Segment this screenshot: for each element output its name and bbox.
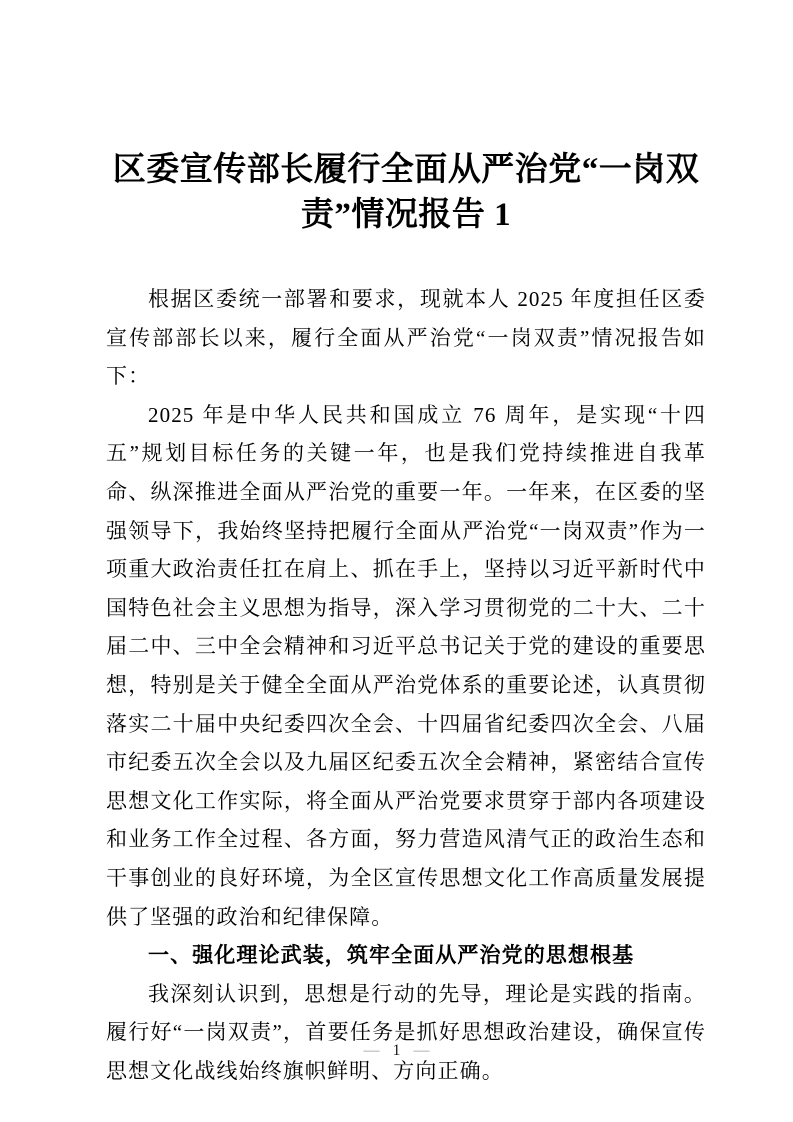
- page-number: 1: [392, 1042, 401, 1059]
- paragraph-intro: 根据区委统一部署和要求，现就本人 2025 年度担任区委宣传部部长以来，履行全面从严治党“一岗双责”情况报告如下：: [106, 287, 706, 389]
- paragraph-section-1-body: 我深刻认识到，思想是行动的先导，理论是实践的指南。履行好“一岗双责”，首要任务是抓好思想政治建设，确保宣传思想文化战线始终旗帜鲜明、方向正确。: [106, 981, 706, 1083]
- document-title: 区委宣传部长履行全面从严治党“一岗双责”情况报告 1: [112, 152, 700, 233]
- page-footer: [0, 1042, 793, 1060]
- footer-dash-right: —: [413, 1042, 430, 1059]
- paragraph-overview: 2025 年是中华人民共和国成立 76 周年，是实现“十四五”规划目标任务的关键一年，也是我们党持续推进自我革命、纵深推进全面从严治党的重要一年。一年来，在区委的坚强领导下，我始终坚持把履行全面从严治党“一岗双责”作为一项重大政治责任扛在肩上、抓在手上，坚持以习近平新时代中国特色社会主义思想为指导，深入学习贯彻党的二十大、二十届二中、三中全会精神和习近平总书记关于党的建设的重要思想，特别是关于健全全面从严治党体系的重要论述，认真贯彻落实二十届中央纪委四次全会、十四届省纪委四次全会、八届市纪委五次全会以及九届区纪委五次全会精神，紧密结合宣传思想文化工作实际，将全面从严治党要求贯穿于部内各项建设和业务工作全过程、各方面，努力营造风清气正的政治生态和干事创业的良好环境，为全区宣传思想文化工作高质量发展提供了坚强的政治和纪律保障。: [106, 402, 707, 929]
- section-heading-1: 一、强化理论武装，筑牢全面从严治党的思想根基: [148, 943, 635, 968]
- footer-dash-left: —: [363, 1042, 380, 1059]
